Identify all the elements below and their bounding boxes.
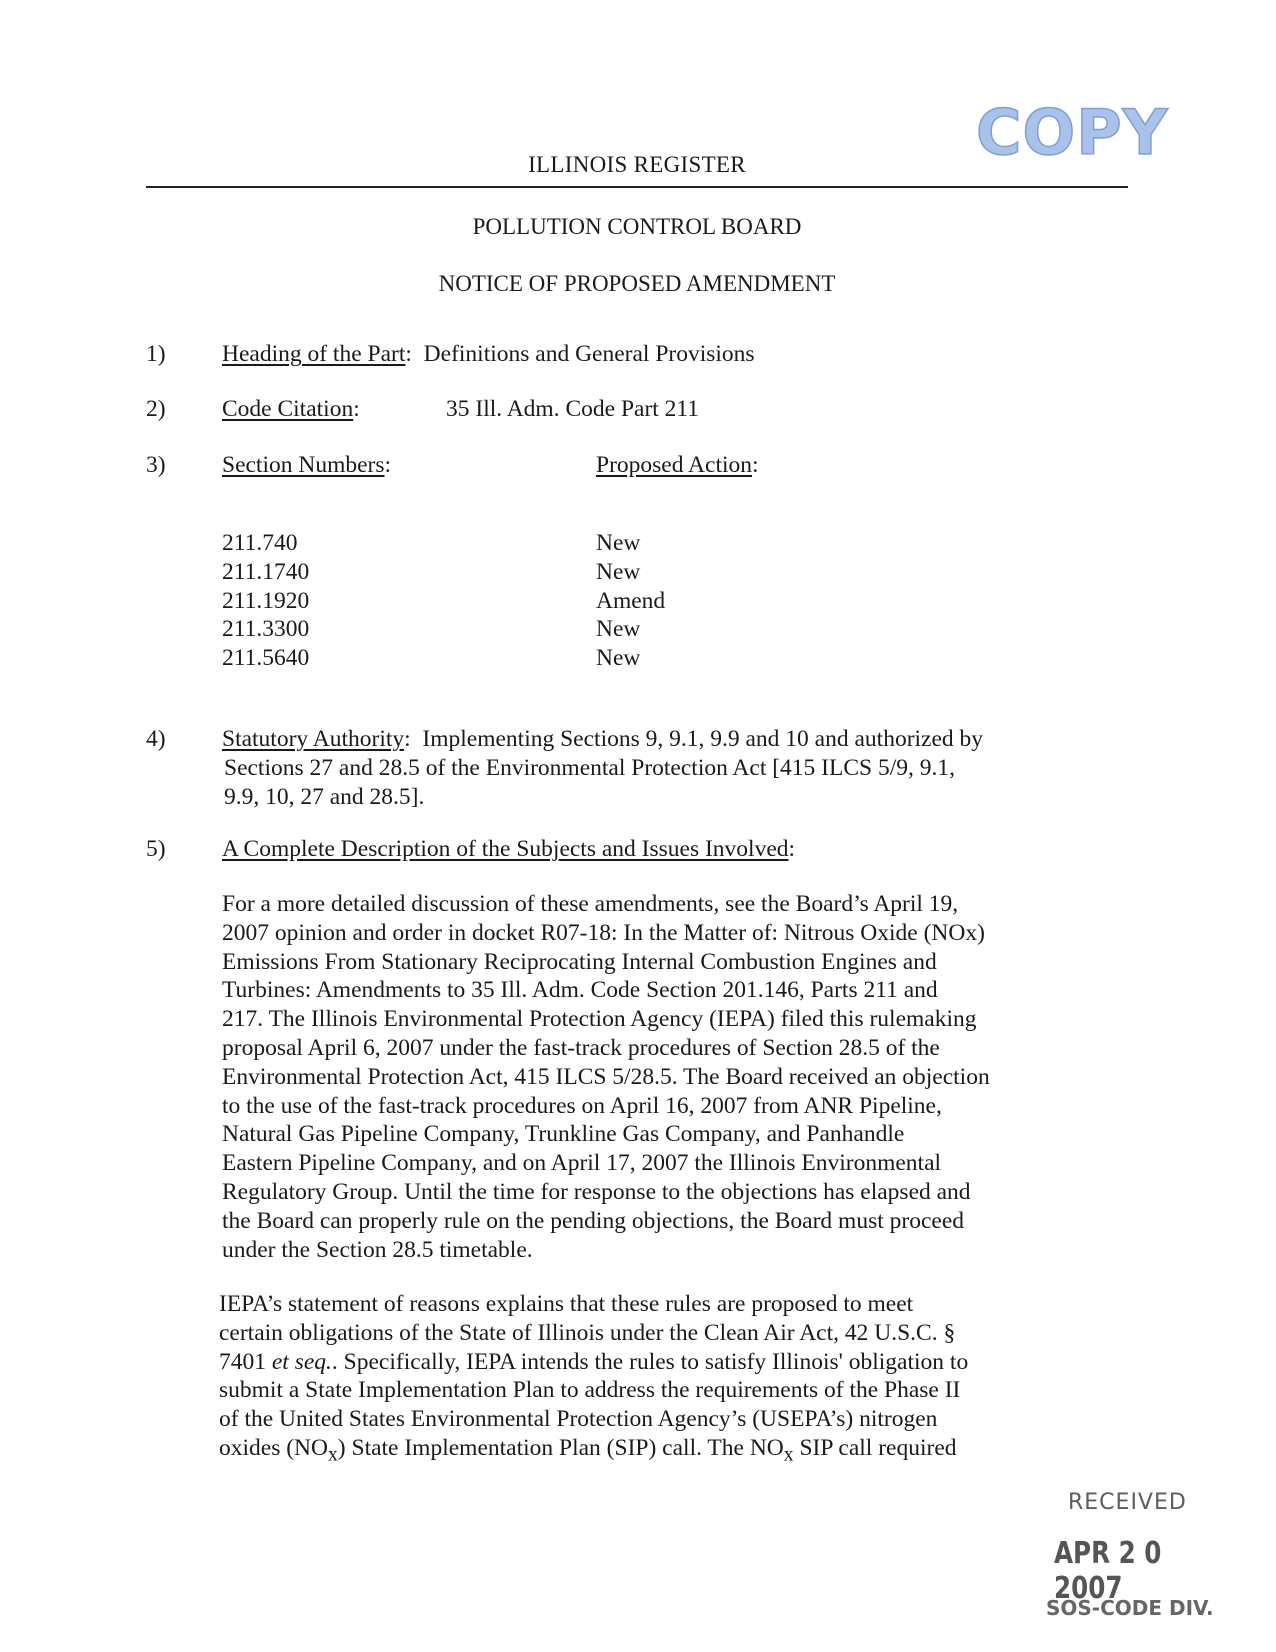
section-number: 211.1920 (222, 587, 310, 614)
item-1-number: 1) (146, 341, 166, 367)
proposed-action: New (596, 558, 641, 585)
item-4-number: 4) (146, 726, 166, 752)
statutory-authority-line: Sections 27 and 28.5 of the Environmental Protection Act [415 ILCS 5/9, 9.1, (224, 754, 956, 781)
statutory-authority-label: Statutory Authority (222, 726, 405, 752)
paragraph-line: 217. The Illinois Environmental Protection Agency (IEPA) filed this rulemaking (222, 1006, 977, 1033)
register-title: ILLINOIS REGISTER (528, 152, 746, 177)
paragraph-line: under the Section 28.5 timetable. (222, 1236, 533, 1263)
item-2-number: 2) (146, 396, 166, 422)
copy-stamp: COPY (976, 96, 1169, 169)
header-rule (146, 186, 1128, 188)
paragraph-line: For a more detailed discussion of these amendments, see the Board’s April 19, (222, 891, 959, 917)
item-1-label: Heading of the Part (222, 341, 406, 367)
paragraph-line: Emissions From Stationary Reciprocating Internal Combustion Engines and (222, 948, 937, 975)
paragraph-line: Natural Gas Pipeline Company, Trunkline Gas Company, and Panhandle (222, 1121, 905, 1148)
paragraph-line: Regulatory Group. Until the time for response to the objections has elapsed and (222, 1178, 971, 1205)
item-2-value: 35 Ill. Adm. Code Part 211 (446, 396, 700, 422)
board-title: POLLUTION CONTROL BOARD (472, 214, 802, 239)
description-label: A Complete Description of the Subjects and Issues Involved (222, 836, 789, 862)
proposed-action-heading: Proposed Action: (596, 452, 759, 478)
paragraph-line: Turbines: Amendments to 35 Ill. Adm. Code Section 201.146, Parts 211 and (222, 977, 938, 1004)
statutory-authority-line: 9.9, 10, 27 and 28.5]. (224, 783, 425, 810)
italic-et-seq: et seq. (271, 1348, 332, 1375)
item-5-number: 5) (146, 836, 166, 862)
paragraph-line: proposal April 6, 2007 under the fast-track procedures of Section 28.5 of the (222, 1034, 940, 1061)
paragraph-line: the Board can properly rule on the pending objections, the Board must proceed (222, 1207, 964, 1234)
statutory-authority: Statutory Authority: Implementing Sections 9, 9.1, 9.9 and 10 and authorized by Sections 27 and 28.5 of the Environmental Protection Act [415 ILCS 5/9, 9.1, 9.9, 10, 27 and 28.5]. (222, 726, 984, 810)
section-number: 211.5640 (222, 645, 310, 672)
paragraph-line: oxides $(NO_x)$ State Implementation Plan (SIP) call. The $NO_x$ SIP call required (219, 1434, 957, 1466)
section-number-list (222, 529, 309, 673)
proposed-action-list (596, 529, 665, 673)
section-number: 211.740 (222, 530, 298, 556)
paragraph-line: Eastern Pipeline Company, and on April 17, 2007 the Illinois Environmental (222, 1150, 942, 1177)
paragraph-line: 2007 opinion and order in docket R07-18: In the Matter of: Nitrous Oxide (NOx) (222, 919, 985, 946)
proposed-action: New (596, 645, 641, 672)
paragraph-line: certain obligations of the State of Illinois under the Clean Air Act, 42 U.S.C. § (219, 1319, 956, 1346)
section-numbers-label: Section Numbers (222, 452, 385, 478)
paragraph-line: Environmental Protection Act, 415 ILCS 5/28.5. The Board received an objection (222, 1063, 990, 1090)
notice-title: NOTICE OF PROPOSED AMENDMENT (438, 271, 836, 296)
item-5-heading: A Complete Description of the Subjects and Issues Involved: (222, 836, 796, 862)
paragraph-line: of the United States Environmental Protection Agency’s (USEPA’s) nitrogen (219, 1406, 938, 1433)
item-2-label: Code Citation (222, 396, 354, 422)
description-paragraph-1 (222, 890, 990, 1264)
received-stamp-label: RECEIVED (1068, 1490, 1187, 1515)
item-2-heading: Code Citation: (222, 396, 360, 422)
proposed-action: New (596, 530, 641, 556)
proposed-action-label: Proposed Action (596, 452, 753, 478)
received-stamp-division: SOS-CODE DIV. (1046, 1596, 1214, 1620)
item-3-number: 3) (146, 452, 166, 478)
proposed-action: New (596, 616, 641, 643)
proposed-action: Amend (596, 587, 666, 614)
paragraph-line: submit a State Implementation Plan to address the requirements of the Phase II (219, 1377, 961, 1404)
paragraph-line: to the use of the fast-track procedures on April 16, 2007 from ANR Pipeline, (222, 1092, 942, 1119)
paragraph-line: 7401 et seq.. Specifically, IEPA intends the rules to satisfy Illinois' obligation to (219, 1348, 969, 1375)
item-1-heading: Heading of the Part: Definitions and General Provisions (222, 341, 755, 367)
section-number: 211.1740 (222, 558, 310, 585)
statutory-authority-line: Implementing Sections 9, 9.1, 9.9 and 10 and authorized by (422, 726, 984, 752)
item-1-value: Definitions and General Provisions (423, 341, 755, 367)
received-stamp-date: APR 2 0 2007 (1054, 1536, 1162, 1606)
item-3-heading: Section Numbers: (222, 452, 392, 478)
section-number: 211.3300 (222, 616, 310, 643)
description-paragraph-2 (219, 1290, 969, 1466)
paragraph-line: IEPA’s statement of reasons explains that these rules are proposed to meet (219, 1291, 914, 1317)
